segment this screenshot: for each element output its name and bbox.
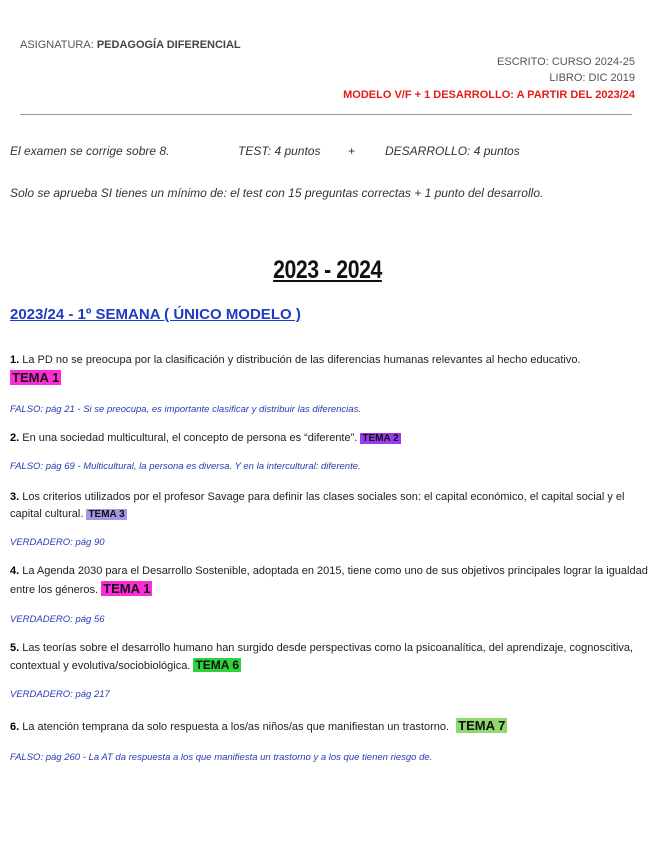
topic-tag: TEMA 1 [103,581,151,596]
grading-text: El examen se corrige sobre 8. [10,144,170,158]
question-text: La PD no se preocupa por la clasificación y distribución de las diferencias humanas relevantes al hecho educativo. [19,354,581,366]
answer-3: VERDADERO: pág 90 [10,537,105,548]
question-text: La atención temprana da solo respuesta a los/as niños/as que manifiestan un trastorno. [19,721,450,733]
topic-tag: TEMA 3 [88,509,125,520]
test-points: TEST: 4 puntos [238,144,321,158]
question-number: 1. [10,354,20,366]
question-text: Los criterios utilizados por el profesor Savage para definir las clases sociales son: el capital económico, el capital social y el capital cultural. [10,491,625,520]
answer-4: VERDADERO: pág 56 [10,614,105,625]
answer-6: FALSO: pág 260 - La AT da respuesta a los que manifiesta un trastorno y a los que tienen riesgo de. [10,752,433,763]
pass-rule: Solo se aprueba SI tienes un mínimo de: el test con 15 preguntas correctas + 1 punto del desarrollo. [10,186,544,200]
topic-tag: TEMA 6 [195,658,240,672]
question-number: 6. [10,721,20,733]
question-number: 5. [10,642,20,654]
topic-tag: TEMA 1 [12,370,60,385]
question-6 [10,717,650,736]
answer-2: FALSO: pág 69 - Multicultural, la persona es diversa. Y en la intercultural: diferente. [10,461,361,472]
question-3 [10,489,650,523]
answer-1: FALSO: pág 21 - Si se preocupa, es importante clasificar y distribuir las diferencias. [10,404,361,415]
question-2 [10,430,650,447]
question-number: 3. [10,491,20,503]
plus-sign: + [348,144,356,158]
model-info: MODELO V/F + 1 DESARROLLO: A PARTIR DEL 2023/24 [343,89,635,101]
subject-value: PEDAGOGÍA DIFERENCIAL [96,39,241,51]
answer-5: VERDADERO: pág 217 [10,689,110,700]
week-title: 2023/24 - 1º SEMANA ( ÚNICO MODELO ) [10,306,301,323]
question-text: En una sociedad multicultural, el concepto de persona es “diferente”. [19,432,358,444]
subject-label: ASIGNATURA: [20,39,94,51]
exam-info: ESCRITO: CURSO 2024-25 [497,56,635,68]
question-1 [10,352,650,388]
question-number: 2. [10,432,20,444]
question-text: Las teorías sobre el desarrollo humano han surgido desde perspectivas como la psicoanalítica, del aprendizaje, cognoscitiva, contextual y evolutiva/sociobiológica. [10,642,634,672]
topic-tag: TEMA 7 [458,718,506,733]
development-points: DESARROLLO: 4 puntos [385,144,520,158]
book-info: LIBRO: DIC 2019 [549,72,635,84]
subject-line [20,39,241,51]
header-divider [20,114,632,115]
question-5 [10,640,650,675]
question-number: 4. [10,565,20,577]
year-title: 2023 - 2024 [273,256,382,284]
question-4 [10,563,650,599]
topic-tag: TEMA 2 [362,433,399,444]
question-text: La Agenda 2030 para el Desarrollo Sostenible, adoptada en 2015, tiene como uno de sus objetivos principales lograr la igualdad entre los géneros. [10,565,648,596]
